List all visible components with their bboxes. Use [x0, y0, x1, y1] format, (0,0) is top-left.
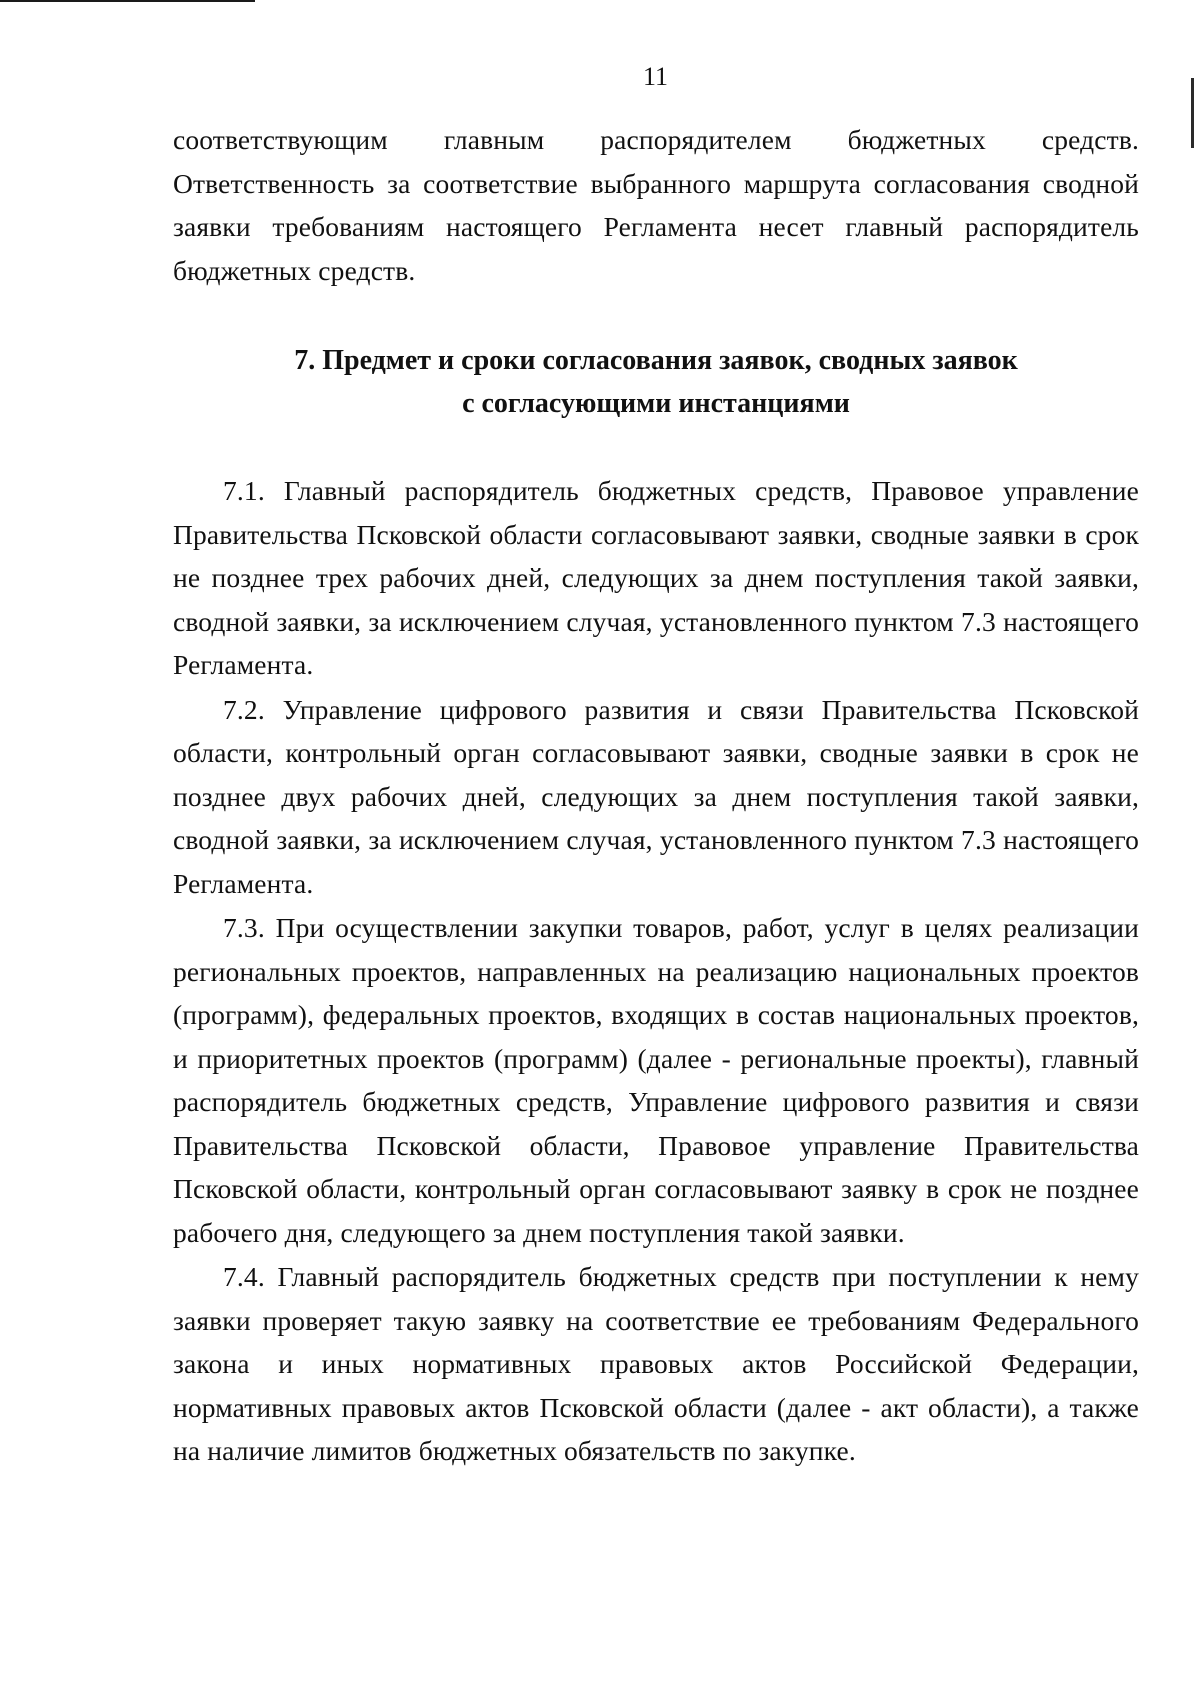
scan-edge-top [0, 0, 255, 2]
clauses-list [173, 469, 1139, 1474]
section-heading-line-2: с согласующими инстанциями [462, 388, 850, 419]
page-number: 11 [642, 62, 669, 91]
section-heading [173, 339, 1139, 425]
intro-paragraph-text: соответствующим главным распорядителем бюджетных средств. Ответственность за соответствие выбранного маршрута согласования сводной заявки требованиям настоящего Регламента несет главный распорядитель бюджетных средств. [173, 124, 1139, 286]
intro-paragraph [173, 118, 1139, 292]
clause-7-3: 7.3. При осуществлении закупки товаров, работ, услуг в целях реализации региональных проектов, направленных на реализацию национальных проектов (программ), федеральных проектов, входящих в состав национальных проектов, и приоритетных проектов (программ) (далее - региональные проекты), главный распорядитель бюджетных средств, Управление цифрового развития и связи Правительства Псковской области, Правовое управление Правительства Псковской области, контрольный орган согласовывают заявку в срок не позднее рабочего дня, следующего за днем поступления такой заявки. [173, 912, 1139, 1248]
section-heading-line-1: 7. Предмет и сроки согласования заявок, сводных заявок [294, 345, 1018, 376]
clause-7-1: 7.1. Главный распорядитель бюджетных средств, Правовое управление Правительства Псковской области согласовывают заявки, сводные заявки в срок не позднее трех рабочих дней, следующих за днем поступления такой заявки, сводной заявки, за исключением случая, установленного пунктом 7.3 настоящего Регламента. [173, 475, 1139, 680]
clause-7-4: 7.4. Главный распорядитель бюджетных средств при поступлении к нему заявки проверяет такую заявку на соответствие ее требованиям Федерального закона и иных нормативных правовых актов Российской Федерации, нормативных правовых актов Псковской области (далее - акт области), а также на наличие лимитов бюджетных обязательств по закупке. [173, 1261, 1139, 1466]
clause-7-2: 7.2. Управление цифрового развития и связи Правительства Псковской области, контрольный орган согласовывают заявки, сводные заявки в срок не позднее двух рабочих дней, следующих за днем поступления такой заявки, сводной заявки, за исключением случая, установленного пунктом 7.3 настоящего Регламента. [173, 693, 1139, 899]
